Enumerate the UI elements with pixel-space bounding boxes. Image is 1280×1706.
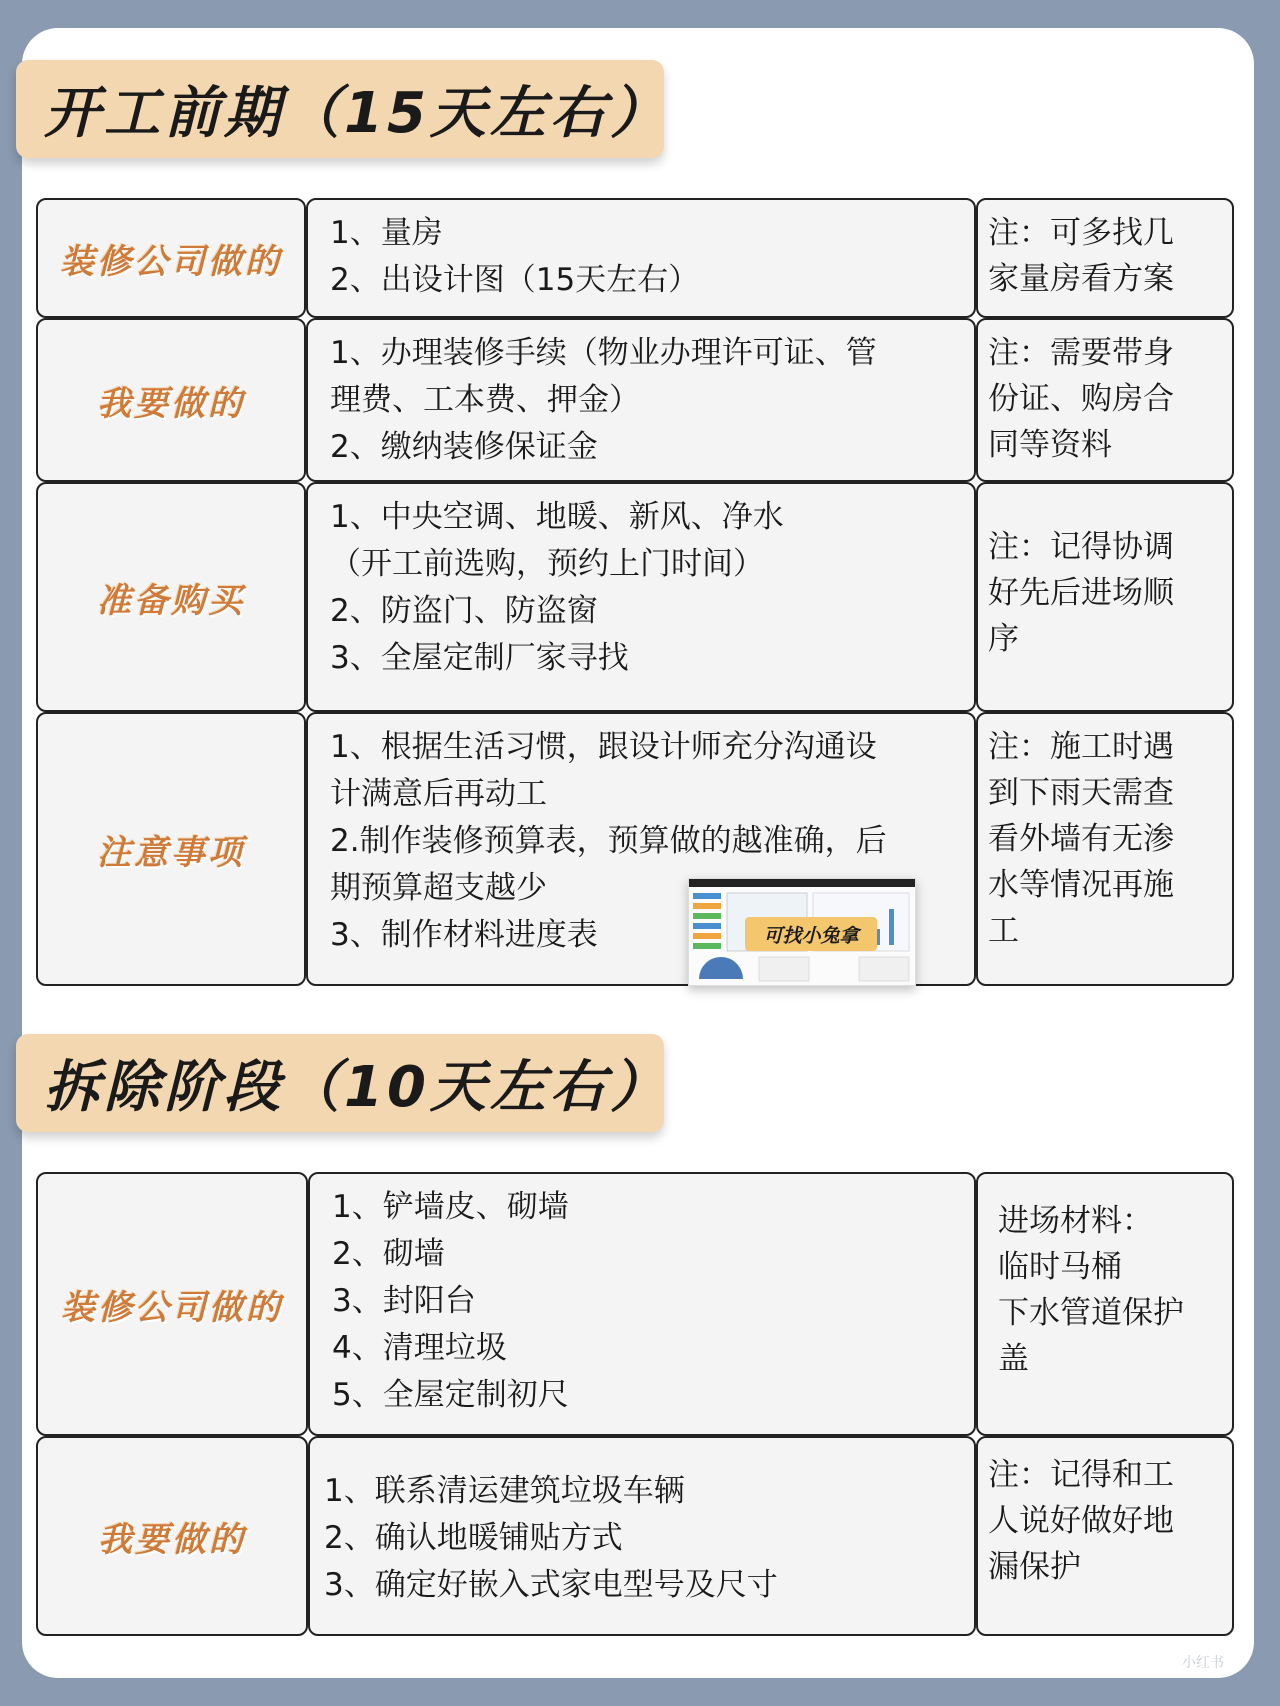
note-line: 人说好做好地 — [988, 1503, 1174, 1539]
row-content — [308, 1436, 976, 1636]
content-line: 2.制作装修预算表，预算做的越准确，后 — [330, 823, 887, 859]
row-content — [306, 318, 976, 482]
content-line: 理费、工本费、押金） — [330, 382, 640, 418]
content-line: 2、防盗门、防盗窗 — [330, 593, 598, 629]
row-note — [976, 1172, 1234, 1436]
content-line: 2、出设计图（15天左右） — [330, 262, 700, 298]
row-label: 注意事项 — [36, 712, 306, 986]
note-line: 好先后进场顺 — [988, 575, 1174, 611]
note-line: 份证、购房合 — [988, 381, 1174, 417]
row-content — [306, 198, 976, 318]
note-line: 注：可多找几 — [988, 215, 1174, 251]
content-line: 3、封阳台 — [332, 1283, 476, 1319]
content-line: 1、量房 — [330, 215, 443, 251]
note-line: 下水管道保护 — [998, 1295, 1184, 1331]
content-line: 3、确定好嵌入式家电型号及尺寸 — [324, 1567, 778, 1603]
content-line: 1、铲墙皮、砌墙 — [332, 1189, 569, 1225]
row-note — [976, 1436, 1234, 1636]
note-line: 家量房看方案 — [988, 261, 1174, 297]
section-title-prestart: 开工前期（15天左右） — [16, 60, 664, 158]
row-label: 准备购买 — [36, 482, 306, 712]
row-content — [308, 1172, 976, 1436]
row-note — [976, 712, 1234, 986]
row-content — [306, 482, 976, 712]
note-line: 注：施工时遇 — [988, 729, 1174, 765]
content-line: 1、联系清运建筑垃圾车辆 — [324, 1473, 685, 1509]
row-label: 我要做的 — [36, 1436, 308, 1636]
note-line: 序 — [988, 621, 1019, 657]
note-line: 工 — [988, 913, 1019, 949]
content-line: 2、缴纳装修保证金 — [330, 429, 598, 465]
spreadsheet-thumbnail — [688, 878, 916, 986]
row-label: 我要做的 — [36, 318, 306, 482]
content-line: 期预算超支越少 — [330, 870, 547, 906]
content-line: （开工前选购，预约上门时间） — [330, 546, 764, 582]
content-line: 3、制作材料进度表 — [330, 917, 598, 953]
row-label: 装修公司做的 — [36, 1172, 308, 1436]
content-line: 1、根据生活习惯，跟设计师充分沟通设 — [330, 729, 877, 765]
content-line: 2、确认地暖铺贴方式 — [324, 1520, 623, 1556]
note-line: 同等资料 — [988, 427, 1112, 463]
row-note — [976, 318, 1234, 482]
row-note — [976, 482, 1234, 712]
content-line: 5、全屋定制初尺 — [332, 1377, 569, 1413]
note-line: 注：记得协调 — [988, 529, 1174, 565]
note-line: 漏保护 — [988, 1549, 1081, 1585]
section-title-demolition: 拆除阶段（10天左右） — [16, 1034, 664, 1132]
content-line: 计满意后再动工 — [330, 776, 547, 812]
note-line: 注：记得和工 — [988, 1457, 1174, 1493]
row-label: 装修公司做的 — [36, 198, 306, 318]
content-line: 3、全屋定制厂家寻找 — [330, 640, 629, 676]
note-line: 看外墙有无渗 — [988, 821, 1174, 857]
content-line: 1、办理装修手续（物业办理许可证、管 — [330, 335, 877, 371]
note-line: 水等情况再施 — [988, 867, 1174, 903]
thumbnail-tag: 可找小兔拿 — [745, 917, 877, 951]
content-line: 2、砌墙 — [332, 1236, 445, 1272]
row-note — [976, 198, 1234, 318]
note-line: 临时马桶 — [998, 1249, 1122, 1285]
content-line: 1、中央空调、地暖、新风、净水 — [330, 499, 784, 535]
note-line: 进场材料： — [998, 1203, 1153, 1239]
note-line: 注：需要带身 — [988, 335, 1174, 371]
note-line: 到下雨天需查 — [988, 775, 1174, 811]
watermark: 小红书 — [1182, 1655, 1224, 1671]
content-line: 4、清理垃圾 — [332, 1330, 507, 1366]
note-line: 盖 — [998, 1341, 1029, 1377]
